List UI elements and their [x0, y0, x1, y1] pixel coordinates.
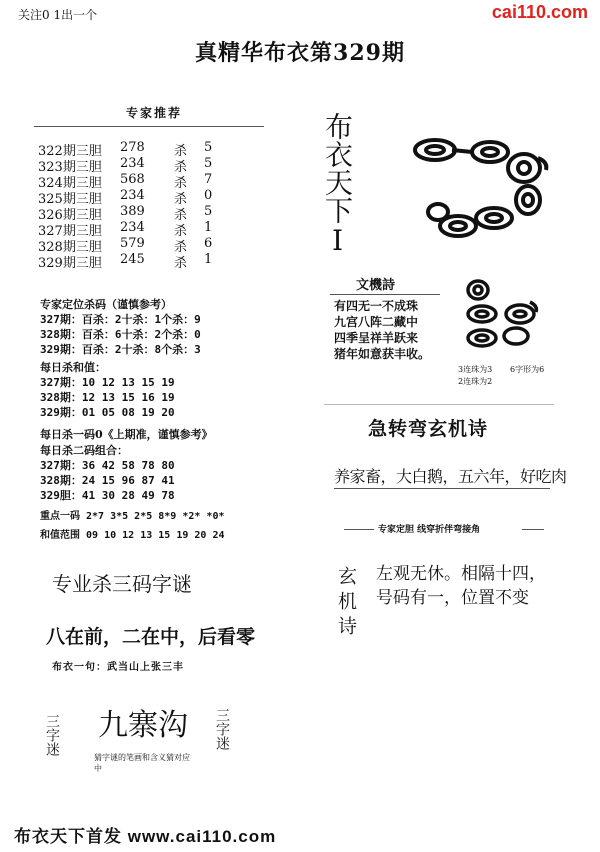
riddle-right-vertical: 三字迷 — [214, 708, 230, 750]
position-kill-row: 327期：百杀：2十杀：1个杀：9 — [40, 313, 201, 326]
wenji-note-1: 3连珠为3 — [458, 365, 493, 374]
xuanji-line: 号码有一，位置不变 — [376, 588, 529, 607]
daily-sum-row: 327期：10 12 13 15 19 — [40, 376, 175, 389]
daily-one-heading: 每日杀一码0《上期准，谨慎参考》 — [40, 428, 213, 441]
recommend-kill-label: 杀 — [174, 224, 188, 239]
recommend-kill-value: 6 — [204, 236, 213, 251]
recommend-kill-label: 杀 — [174, 192, 188, 207]
riddle-word: 九寨沟 — [98, 709, 188, 742]
recommend-kill-value: 5 — [204, 204, 213, 219]
recommend-nums: 245 — [120, 252, 145, 267]
buyi-tianxia-vertical: 布衣天下I — [321, 112, 354, 257]
riddle-hint: 猜字谜的笔画和含义猜对应中 — [94, 753, 190, 773]
daily-sum-heading: 每日杀和值： — [40, 361, 106, 374]
daily-sum-row: 329期：01 05 08 19 20 — [40, 406, 175, 419]
recommend-kill-value: 0 — [204, 188, 213, 203]
wenji-lines — [334, 298, 430, 362]
recommend-period: 325期三胆 — [38, 192, 102, 207]
xuanji-line: 左观无休。相隔十四， — [376, 564, 546, 583]
recommend-kill-value: 7 — [204, 172, 213, 187]
recommend-period: 324期三胆 — [38, 176, 102, 191]
recommend-kill-label: 杀 — [174, 144, 188, 159]
buyi-line: 布衣一句：武当山上张三丰 — [52, 662, 184, 673]
recommend-period: 323期三胆 — [38, 160, 102, 175]
sum-range-line: 和值范围 09 10 12 13 15 19 20 24 — [40, 530, 225, 541]
daily-two-heading: 每日杀二码组合： — [40, 444, 128, 457]
riddle-heading: 专业杀三码字谜 — [52, 574, 192, 596]
expert-line: 专家定胆 线穿折伴弯接角 — [378, 525, 481, 535]
riddle-main-line: 八在前，二在中，后看零 — [46, 626, 256, 648]
recommend-kill-label: 杀 — [174, 160, 188, 175]
recommend-period: 328期三胆 — [38, 240, 102, 255]
recommend-kill-label: 杀 — [174, 176, 188, 191]
recommend-nums: 579 — [120, 236, 145, 251]
recommend-nums: 568 — [120, 172, 145, 187]
daily-two-row: 327期：36 42 58 78 80 — [40, 459, 175, 472]
jizhuan-line: 养家畜，大白鹅，五六年，好吃肉 — [334, 467, 567, 486]
xuanji-vertical: 玄机诗 — [335, 566, 357, 641]
recommend-kill-value: 5 — [204, 140, 213, 155]
recommend-period: 329期三胆 — [38, 256, 102, 271]
position-kill-row: 328期：百杀：6十杀：2个杀：0 — [40, 328, 201, 341]
daily-two-row: 329胆：41 30 28 49 78 — [40, 489, 175, 502]
expert-recommend-heading: 专家推荐 — [125, 106, 182, 120]
wenji-line: 四季呈祥羊跃来 — [334, 331, 419, 345]
recommend-nums: 234 — [120, 188, 145, 203]
wenji-line: 九宫八阵二藏中 — [334, 315, 419, 329]
wenji-line: 有四无一不成珠 — [334, 299, 419, 313]
recommend-period: 326期三胆 — [38, 208, 102, 223]
key-pick-line: 重点一码 2*7 3*5 2*5 8*9 *2* *0* — [40, 511, 225, 522]
recommend-period: 327期三胆 — [38, 224, 102, 239]
recommend-nums: 389 — [120, 204, 145, 219]
site-url-link[interactable]: cai110.com — [491, 2, 588, 22]
wenji-note-2: 6字形为6 — [510, 365, 545, 374]
position-kill-row: 329期：百杀：2十杀：8个杀：3 — [40, 343, 201, 356]
recommend-kill-label: 杀 — [174, 256, 188, 271]
jizhuan-heading: 急转弯玄机诗 — [368, 418, 489, 440]
recommend-kill-value: 5 — [204, 156, 213, 171]
recommend-kill-label: 杀 — [174, 240, 188, 255]
daily-two-row: 328期：24 15 96 87 41 — [40, 474, 175, 487]
wenji-note-3: 2连珠为2 — [458, 377, 493, 386]
position-kill-heading: 专家定位杀码（谨慎参考） — [40, 298, 172, 311]
wenji-line: 猪年如意获丰收。 — [334, 347, 431, 361]
recommend-kill-label: 杀 — [174, 208, 188, 223]
recommend-kill-value: 1 — [204, 220, 213, 235]
header-left-text: 关注0 1出一个 — [18, 8, 98, 22]
riddle-left-vertical: 三字迷 — [44, 714, 60, 756]
footer-text: 布衣天下首发 www.cai110.com — [14, 827, 277, 846]
recommend-period: 322期三胆 — [38, 144, 102, 159]
xuanji-lines — [376, 562, 546, 610]
recommend-nums: 234 — [120, 156, 145, 171]
recommend-kill-value: 1 — [204, 252, 213, 267]
daily-sum-row: 328期：12 13 15 16 19 — [40, 391, 175, 404]
wenji-heading: 文機詩 — [356, 278, 396, 293]
recommend-nums: 278 — [120, 140, 145, 155]
page-title: 真精华布衣第329期 — [195, 40, 405, 66]
recommend-nums: 234 — [120, 220, 145, 235]
